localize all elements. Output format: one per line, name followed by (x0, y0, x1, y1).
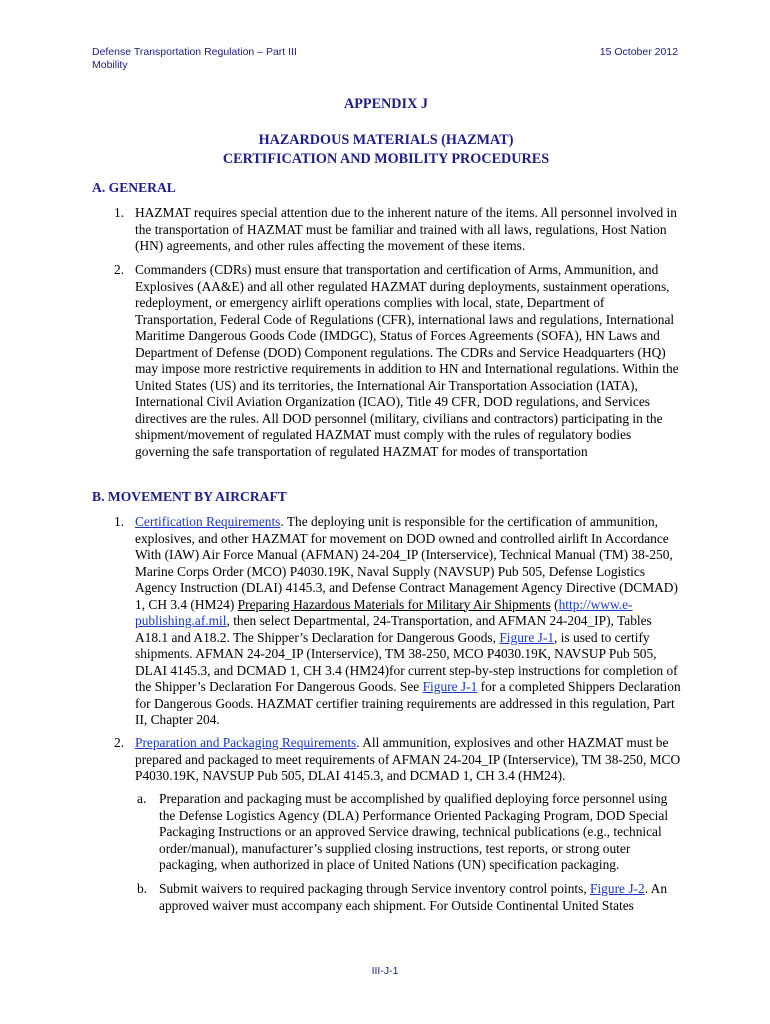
sub-item-a-text: Preparation and packaging must be accomplished by qualified deploying force personnel using the Defense Logistics Agency (DLA) Performance Oriented Packaging Program, DOD Special Packaging Instructions or an approved Service drawing, technical publications (e.g., technical order/manual), manufacturer’s supplied closing instructions, test reports, or strong outer packaging, when authorized in place of United Nations (UN) specification packaging. (159, 791, 669, 872)
section-b-item2-text (135, 735, 683, 785)
sub-item-b-letter: b. (137, 881, 148, 896)
item1-body-part4: , is used to certify shipments. AFMAN 24-204_IP (Interservice), TM 38-250, MCO P4030.19K, NAVSUP Pub 505, DLAI 4145.3, and DCMAD 1, CH 3.4 (HM24)for current step-by-step instructions for completion of the Shipper’s Declaration For Dangerous Goods. See (135, 629, 678, 694)
e-publishing-url-link[interactable]: http://www.e-publishing.af.mil (135, 596, 633, 628)
figure-j2-link[interactable]: Figure J-2 (590, 881, 645, 896)
header-date: 15 October 2012 (599, 46, 678, 58)
appendix-title-line1: HAZARDOUS MATERIALS (HAZMAT) (258, 132, 514, 148)
item1-body-part1: . The deploying unit is responsible for the certification of ammunition, explosives, and other HAZMAT for movement on DOD owned and controlled airlift In Accordance With (IAW) Air Force Manual (AFMAN) 24-204_IP (Interservice), Technical Manual (TM) 38-250, Marine Corps Order (MCO) P4030.19K, Naval Supply (NAVSUP) Pub 505, Defense Logistics Agency Instruction (DLAI) 4145.3, and Defense Contract Management Agency Directive (DCMAD) 1, CH 3.4 (HM24) (135, 514, 678, 612)
sub-item-b-part1: Submit waivers to required packaging through Service inventory control points, (159, 881, 591, 896)
appendix-title-block (92, 95, 680, 169)
certification-requirements-link[interactable]: Certification Requirements (135, 514, 281, 529)
item1-body-part2: ( (550, 596, 559, 612)
section-a-item1-text: HAZMAT requires special attention due to the inherent nature of the items. All personnel involved in the transportation of HAZMAT must be familiar and trained with all laws, regulations, Host Nation (HN) agreements, and other rules affecting the movement of these items. (135, 205, 677, 253)
preparing-hazmat-publication-title: Preparing Hazardous Materials for Military Air Shipments (237, 596, 551, 612)
sub-item-b-text (159, 881, 683, 914)
section-a-item2-text: Commanders (CDRs) must ensure that transportation and certification of Arms, Ammunition, and Explosives (AA&E) and all other regulated HAZMAT during deployments, sustainment operations, redeployment, or emergency airlift operations complies with local, state, Department of Transportation, Federal Code of Regulations (CFR), international laws and regulations, International Maritime Dangerous Goods Code (IMDGC), Status of Forces Agreements (SOFA), HN Laws and Department of Defense (DOD) Component regulations. The CDRs and Service Headquarters (HQ) may impose more restrictive requirements in addition to HN and International regulations. Within the United States (US) and its territories, the International Air Transportation Association (IATA), International Civil Aviation Organization (ICAO), Title 49 CFR, DOD regulations, and Services directives are the rules. All DOD personnel (military, civilians and contractors) participating in the shipment/movement of regulated HAZMAT must comply with the rules of regulatory bodies governing the safe transportation of regulated HAZMAT for modes of transportation (135, 262, 679, 459)
section-b-heading: B. MOVEMENT BY AIRCRAFT (92, 489, 287, 504)
item1-body-part3: , then select Departmental, 24-Transportation, and AFMAN 24-204_IP), Tables A18.1 and A18.2. The Shipper’s Declaration for Dangerous Goods, (135, 613, 652, 645)
running-header-left (92, 46, 297, 72)
section-a-item1-number: 1. (114, 205, 125, 220)
header-part-name: Mobility (92, 59, 128, 71)
page-number: III-J-1 (371, 965, 399, 977)
section-b-item2-number: 2. (114, 735, 125, 750)
section-a-item2-number: 2. (114, 262, 125, 277)
sub-item-b-part2: . An approved waiver must accompany each shipment. For Outside Continental United States (159, 881, 668, 913)
appendix-title-line2: CERTIFICATION AND MOBILITY PROCEDURES (222, 151, 550, 167)
item2-body: . All ammunition, explosives and other HAZMAT must be prepared and packaged to meet requirements of AFMAN 24-204_IP (Interservice), TM 38-250, MCO P4030.19K, NAVSUP Pub 505, DLAI 4145.3, and DCMAD 1, CH 3.4 (HM24). (135, 735, 681, 783)
section-b-item1-number: 1. (114, 514, 125, 529)
item1-body-part5: for a completed Shippers Declaration for Dangerous Goods. HAZMAT certifier training requirements are addressed in this regulation, Part II, Chapter 204. (135, 679, 681, 727)
section-a-heading: A. GENERAL (92, 180, 176, 195)
sub-item-a-letter: a. (137, 791, 147, 806)
appendix-label: APPENDIX J (344, 96, 428, 112)
figure-j1-link[interactable]: Figure J-1 (499, 629, 555, 645)
figure-j1-link-second[interactable]: Figure J-1 (422, 679, 478, 694)
section-b-item1-text (135, 514, 683, 729)
header-regulation-title: Defense Transportation Regulation – Part III (92, 46, 297, 58)
preparation-packaging-link[interactable]: Preparation and Packaging Requirements (135, 735, 357, 750)
